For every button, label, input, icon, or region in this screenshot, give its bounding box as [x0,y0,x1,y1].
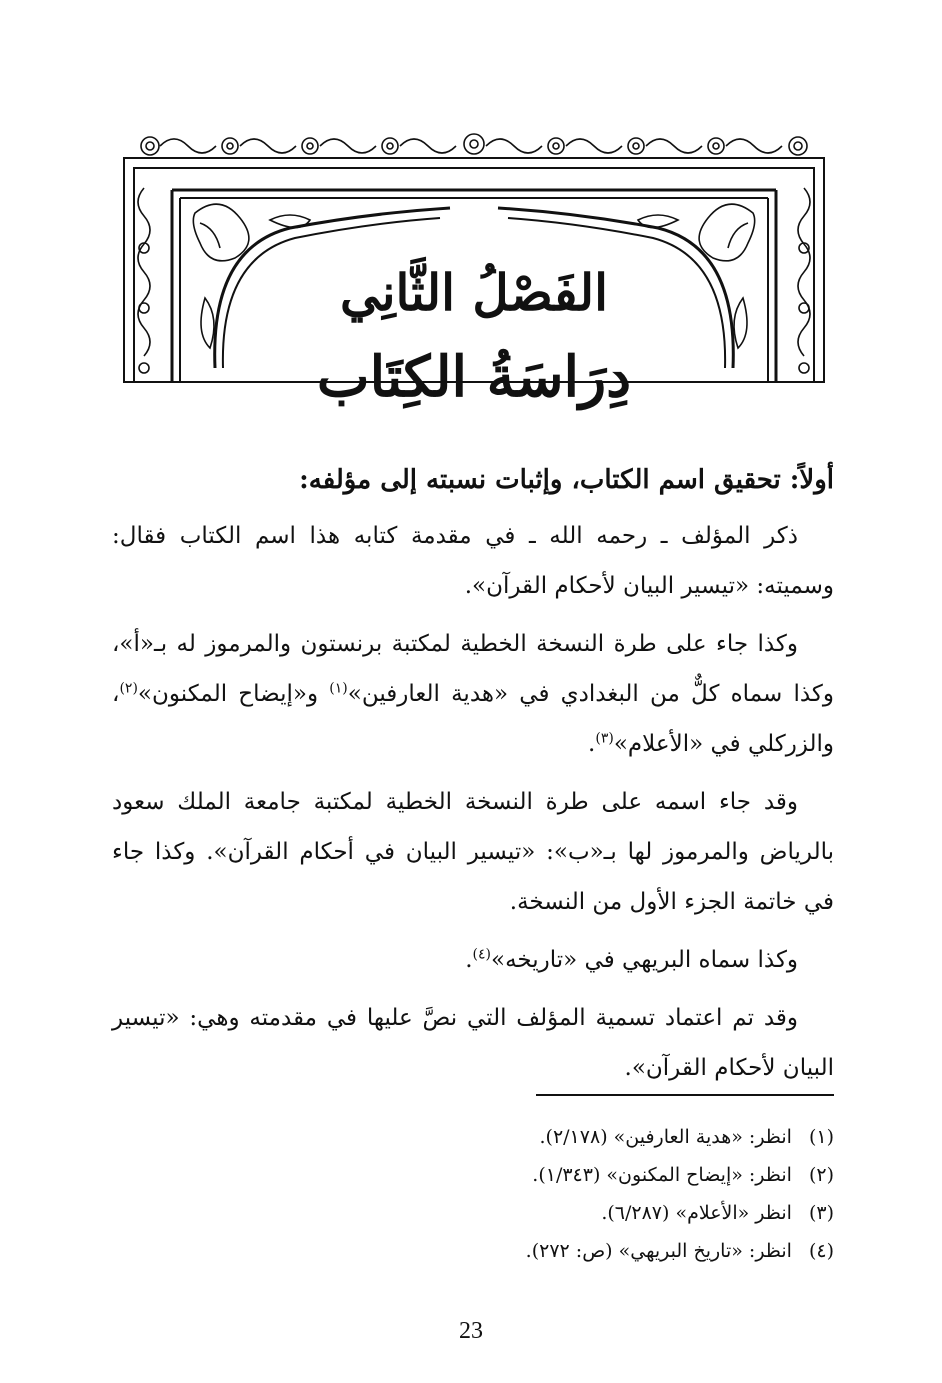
footnote-item [112,1232,834,1270]
footnote-text: انظر: «هدية العارفين» (٢/١٧٨). [539,1126,792,1148]
paragraph-5 [112,993,834,1093]
footnote-number: (٤) [808,1240,834,1262]
chapter-title: الفَصْلُ الثَّانِي [339,263,609,322]
paragraph-1 [112,511,834,611]
footnote-item [112,1194,834,1232]
footnote-ref[interactable]: (١) [329,680,348,697]
footnote-item [112,1118,834,1156]
footnote-separator [536,1094,834,1096]
paragraph-text: وكذا سماه البريهي في «تاريخه» [491,947,798,973]
footnote-ref[interactable]: (٤) [472,946,491,963]
main-text [112,455,834,1101]
footnote-item [112,1156,834,1194]
footnotes [112,1118,834,1270]
paragraph-text: وقد تم اعتماد تسمية المؤلف التي نصَّ عليها في مقدمته وهي: «تيسير البيان لأحكام القرآن». [112,1005,834,1081]
footnote-number: (٣) [808,1202,834,1224]
footnote-text: انظر: «إيضاح المكنون» (١/٣٤٣). [532,1164,792,1186]
paragraph-text: . [465,947,473,973]
paragraph-text: ، والزركلي في «الأعلام» [112,681,834,757]
paragraph-text: و«إيضاح المكنون» [137,681,330,707]
paragraph-text: . [588,731,596,757]
paragraph-text: وكذا جاء على طرة النسخة الخطية لمكتبة برنستون والمرموز له بـ«أ»، وكذا سماه كلٌّ من البغدادي في «هدية العارفين» [112,631,834,707]
section-heading: أولاً: تحقيق اسم الكتاب، وإثبات نسبته إلى مؤلفه: [299,465,834,495]
paragraph-4 [112,935,834,985]
book-study-title: دِرَاسَةُ الكِتَاب [316,344,632,410]
paragraph-text: وقد جاء اسمه على طرة النسخة الخطية لمكتبة جامعة الملك سعود بالرياض والمرموز لها بـ«ب»: «تيسير البيان في أحكام القرآن». وكذا جاء في خاتمة الجزء الأول من النسخة. [112,789,834,915]
footnote-text: انظر: «تاريخ البريهي» (ص: ٢٧٢). [525,1240,792,1262]
footnote-ref[interactable]: (٣) [595,730,614,747]
footnote-ref[interactable]: (٢) [119,680,138,697]
footnote-text: انظر «الأعلام» (٦/٢٨٧). [601,1202,792,1224]
paragraph-3 [112,777,834,927]
paragraph-text: ذكر المؤلف ـ رحمه الله ـ في مقدمة كتابه هذا اسم الكتاب فقال: وسميته: «تيسير البيان لأحكام القرآن». [112,523,834,599]
footnote-number: (١) [808,1126,834,1148]
footnote-number: (٢) [808,1164,834,1186]
page-number: 23 [459,1318,483,1344]
paragraph-2 [112,619,834,769]
